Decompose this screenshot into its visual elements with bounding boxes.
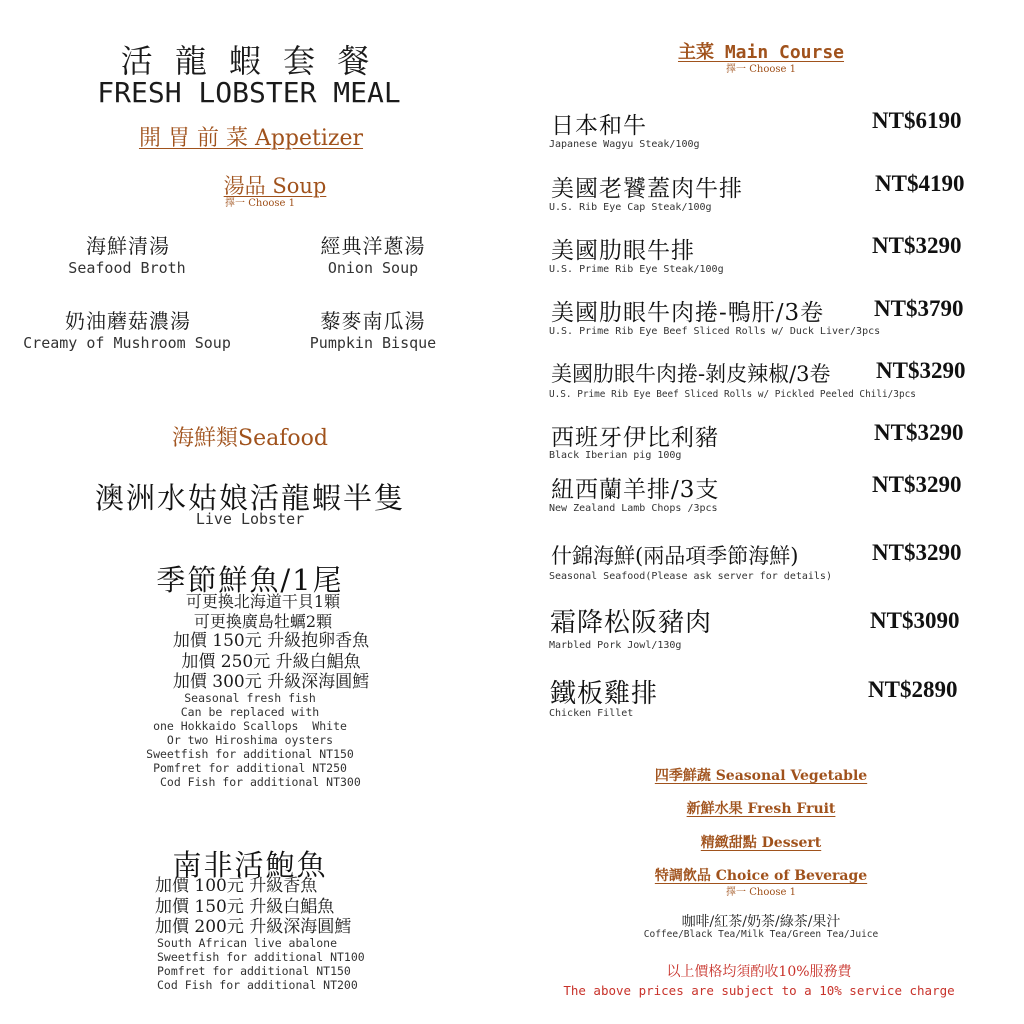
main-item-ribeye-cap-price: NT$4190: [875, 171, 965, 196]
menu-title-en: FRESH LOBSTER MEAL: [97, 76, 401, 109]
main-item-iberian-price: NT$3290: [874, 420, 964, 445]
main-item-ribeye-cap-zh: 美國老饕蓋肉牛排: [551, 176, 743, 202]
main-item-rolls-duck-en: U.S. Prime Rib Eye Beef Sliced Rolls w/ Duck Liver/3pcs: [549, 326, 881, 337]
fish-zh: 季節鮮魚/1尾: [156, 563, 344, 597]
soup-item-pumpkin-en: Pumpkin Bisque: [309, 334, 437, 352]
main-item-ribeye-zh: 美國肋眼牛排: [551, 238, 695, 264]
main-item-seafood-price: NT$3290: [872, 540, 962, 565]
main-item-rolls-chili-en: U.S. Prime Rib Eye Beef Sliced Rolls w/ Pickled Peeled Chili/3pcs: [549, 389, 916, 400]
main-item-chicken-zh: 鐵板雞排: [550, 679, 659, 709]
soup-heading: 湯品 Soup: [223, 174, 327, 198]
extra-fruit: 新鮮水果 Fresh Fruit: [686, 801, 836, 817]
main-item-seafood-zh: 什錦海鮮(兩品項季節海鮮): [551, 544, 799, 568]
lobster-zh: 澳洲水姑娘活龍蝦半隻: [94, 481, 406, 515]
soup-item-pumpkin-zh: 藜麥南瓜湯: [320, 309, 426, 333]
beverage-choose-note: 擇一 Choose 1: [726, 887, 796, 898]
soup-item-onion-en: Onion Soup: [327, 259, 419, 277]
soup-item-seafood-broth-en: Seafood Broth: [68, 259, 186, 277]
main-item-rolls-duck-price: NT$3790: [874, 296, 964, 321]
main-item-lamb-price: NT$3290: [872, 472, 962, 497]
main-item-rolls-chili-price: NT$3290: [876, 358, 966, 383]
main-item-lamb-zh: 紐西蘭羊排/3支: [551, 477, 720, 503]
beverage-options-en: Coffee/Black Tea/Milk Tea/Green Tea/Juice: [643, 929, 879, 940]
main-course-heading: 主菜 Main Course: [677, 42, 845, 63]
main-item-seafood-en: Seasonal Seafood(Please ask server for details): [549, 571, 832, 582]
fish-notes-en: Seasonal fresh fish Can be replaced with one Hokkaido Scallops White Or two Hiroshima oysters Sweetfish for additional NT150 Pomfret for additional NT250 Cod Fish for additional NT300: [146, 691, 361, 789]
appetizer-heading: 開 胃 前 菜 Appetizer: [138, 126, 364, 151]
seafood-heading: 海鮮類Seafood: [172, 426, 328, 451]
beverage-options-zh: 咖啡/紅茶/奶茶/綠茶/果汁: [681, 914, 841, 930]
main-item-ribeye-en: U.S. Prime Rib Eye Steak/100g: [549, 264, 724, 275]
main-item-wagyu-zh: 日本和牛: [551, 113, 647, 139]
main-item-ribeye-cap-en: U.S. Rib Eye Cap Steak/100g: [549, 202, 712, 213]
main-item-wagyu-en: Japanese Wagyu Steak/100g: [549, 139, 700, 150]
soup-item-mushroom-en: Creamy of Mushroom Soup: [23, 334, 231, 352]
soup-choose-note: 擇一 Choose 1: [225, 198, 295, 209]
main-item-iberian-zh: 西班牙伊比利豬: [551, 425, 719, 451]
main-item-pork-price: NT$3090: [870, 608, 960, 633]
main-item-wagyu-price: NT$6190: [872, 108, 962, 133]
service-charge-en: The above prices are subject to a 10% service charge: [563, 983, 955, 998]
lobster-en: Live Lobster: [195, 510, 305, 528]
main-item-lamb-en: New Zealand Lamb Chops /3pcs: [549, 503, 718, 514]
menu-title-zh: 活 龍 蝦 套 餐: [120, 42, 376, 80]
extra-dessert: 精緻甜點 Dessert: [700, 835, 822, 851]
main-item-ribeye-price: NT$3290: [872, 233, 962, 258]
main-item-rolls-duck-zh: 美國肋眼牛肉捲-鴨肝/3卷: [551, 300, 825, 326]
main-item-chicken-en: Chicken Fillet: [549, 708, 634, 719]
main-item-pork-zh: 霜降松阪豬肉: [550, 608, 713, 638]
extra-beverage: 特調飲品 Choice of Beverage: [654, 868, 868, 884]
abalone-notes-en: South African live abalone Sweetfish for additional NT100 Pomfret for additional NT150 Cod Fish for additional NT200: [157, 936, 365, 992]
main-item-chicken-price: NT$2890: [868, 677, 958, 702]
main-course-choose-note: 擇一 Choose 1: [726, 64, 796, 75]
extra-vegetable: 四季鮮蔬 Seasonal Vegetable: [654, 768, 868, 784]
main-item-pork-en: Marbled Pork Jowl/130g: [549, 640, 682, 651]
soup-item-onion-zh: 經典洋蔥湯: [320, 234, 426, 258]
main-item-iberian-en: Black Iberian pig 100g: [549, 450, 682, 461]
fish-options-zh: 可更換北海道干貝1顆 可更換廣島牡蠣2顆: [185, 592, 341, 631]
abalone-zh: 南非活鮑魚: [172, 848, 328, 882]
abalone-upgrades-zh: 加價 100元 升級香魚 加價 150元 升級白鯧魚 加價 200元 升級深海圓鱈: [155, 876, 352, 938]
soup-item-seafood-broth-zh: 海鮮清湯: [86, 234, 170, 258]
fish-upgrades-zh: 加價 150元 升級抱卵香魚 加價 250元 升級白鯧魚 加價 300元 升級深海圓鱈: [172, 631, 370, 693]
service-charge-zh: 以上價格均須酌收10%服務費: [666, 964, 852, 980]
main-item-rolls-chili-zh: 美國肋眼牛肉捲-剝皮辣椒/3卷: [551, 362, 831, 386]
soup-item-mushroom-zh: 奶油蘑菇濃湯: [65, 309, 191, 333]
